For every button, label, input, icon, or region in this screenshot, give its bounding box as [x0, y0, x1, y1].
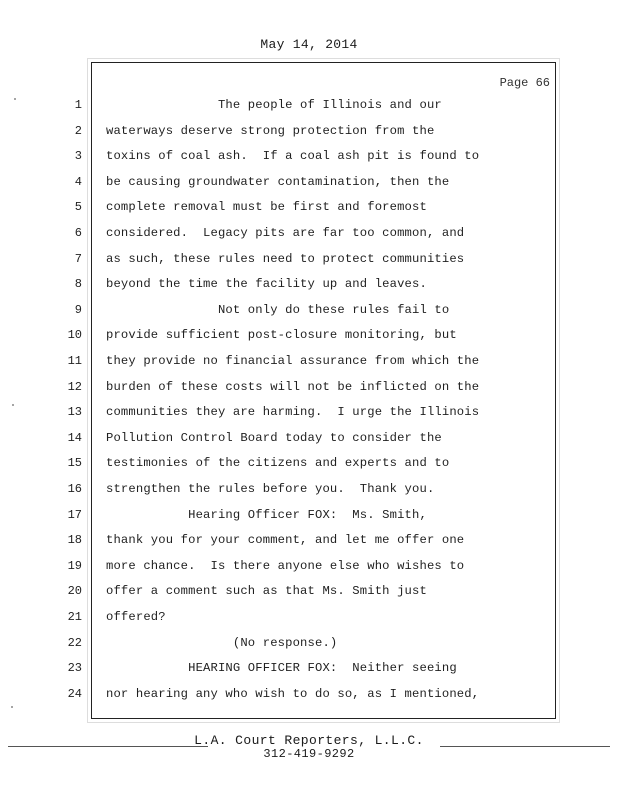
line-number: 14 [67, 430, 82, 445]
line-number: 1 [74, 98, 82, 112]
line-number: 6 [74, 226, 82, 240]
transcript-line: offer a comment such as that Ms. Smith just [106, 584, 427, 599]
transcript-line: testimonies of the citizens and experts and to [106, 456, 450, 471]
line-number: 19 [67, 558, 82, 573]
line-number: 3 [74, 149, 82, 164]
transcript-line: Pollution Control Board today to consider the [106, 430, 442, 445]
transcript-date: May 14, 2014 [260, 37, 358, 52]
transcript-line: Hearing Officer FOX: Ms. Smith, [106, 507, 427, 522]
footer-company: L.A. Court Reporters, L.L.C. [194, 733, 424, 748]
transcript-line: strengthen the rules before you. Thank you. [106, 482, 435, 496]
footer-phone: 312-419-9292 [263, 747, 355, 761]
transcript-line: complete removal must be first and foremost [106, 200, 427, 215]
line-number: 16 [67, 482, 82, 496]
line-number: 12 [67, 379, 82, 394]
transcript-line: beyond the time the facility up and leaves. [106, 277, 427, 292]
line-number: 11 [67, 354, 82, 368]
line-number: 8 [74, 277, 82, 292]
transcript-line: provide sufficient post-closure monitoring, but [106, 328, 457, 343]
line-number: 17 [67, 507, 82, 522]
transcript-line: HEARING OFFICER FOX: Neither seeing [106, 661, 457, 676]
line-number: 7 [74, 251, 82, 266]
scan-speck [12, 404, 14, 406]
transcript-line: (No response.) [106, 635, 338, 650]
line-number: 24 [67, 686, 82, 701]
line-number: 23 [67, 661, 82, 676]
transcript-line: nor hearing any who wish to do so, as I mentioned, [106, 686, 480, 701]
line-number: 22 [67, 635, 82, 650]
line-number: 13 [67, 405, 82, 420]
transcript-line: considered. Legacy pits are far too common, and [106, 226, 465, 240]
transcript-line: more chance. Is there anyone else who wishes to [106, 558, 465, 573]
page-number: Page 66 [499, 76, 550, 90]
scan-speck [11, 706, 13, 708]
transcript-line: they provide no financial assurance from which the [106, 354, 480, 368]
transcript-line: thank you for your comment, and let me offer one [106, 533, 465, 548]
transcript-line: toxins of coal ash. If a coal ash pit is found to [106, 149, 480, 164]
line-number: 15 [67, 456, 82, 471]
transcript-line: as such, these rules need to protect communities [106, 251, 465, 266]
transcript-line: offered? [106, 610, 166, 624]
line-number: 4 [74, 174, 82, 189]
scan-speck [14, 98, 16, 100]
line-number: 5 [74, 200, 82, 215]
transcript-line: be causing groundwater contamination, then the [106, 174, 450, 189]
transcript-line: communities they are harming. I urge the Illinois [106, 405, 480, 420]
line-number: 21 [67, 610, 82, 624]
transcript-line: burden of these costs will not be inflicted on the [106, 379, 480, 394]
transcript-line: The people of Illinois and our [106, 98, 442, 112]
line-number: 9 [74, 302, 82, 317]
line-number: 10 [67, 328, 82, 343]
line-number: 18 [67, 533, 82, 548]
line-number: 2 [74, 123, 82, 138]
line-number: 20 [67, 584, 82, 599]
transcript-line: Not only do these rules fail to [106, 302, 450, 317]
transcript-line: waterways deserve strong protection from the [106, 123, 435, 138]
